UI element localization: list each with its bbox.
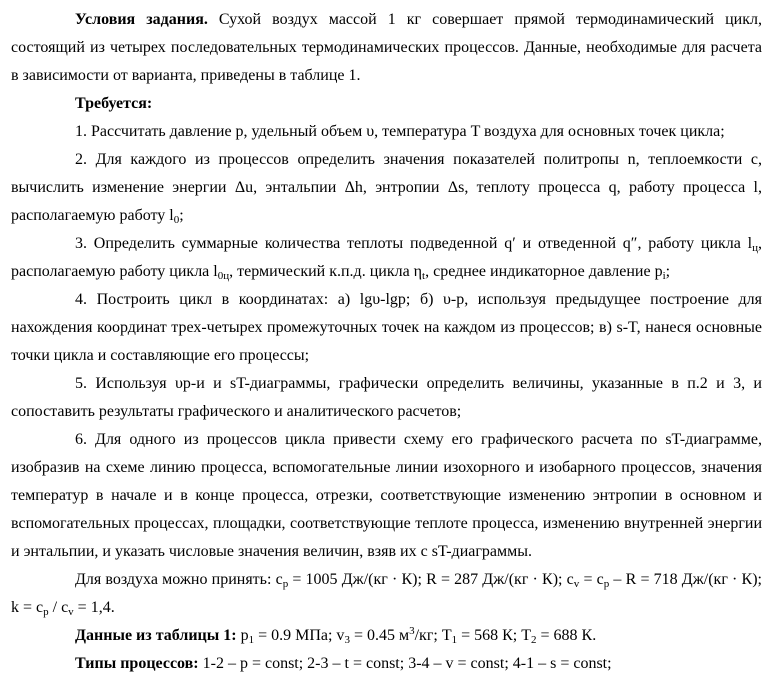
text-run: 1. Рассчитать давление p, удельный объем υ, температура T воздуха для основных точек цикла; bbox=[75, 123, 725, 140]
subscript: ц bbox=[752, 242, 758, 254]
paragraph-item-1 bbox=[11, 118, 762, 146]
subscript: 2 bbox=[531, 634, 537, 646]
text-run: – R = 718 Дж/(кг · К); k = c bbox=[11, 571, 762, 616]
text-run: ; bbox=[179, 207, 184, 224]
text-run: Для воздуха можно принять: c bbox=[75, 571, 283, 588]
subscript: v bbox=[68, 606, 74, 618]
paragraph-task-conditions bbox=[11, 6, 762, 90]
bold-label: Данные из таблицы 1: bbox=[75, 627, 237, 644]
superscript: 3 bbox=[409, 625, 415, 637]
text-run: 5. Используя υp-и и sT-диаграммы, графически определить величины, указанные в п.2 и 3, и сопоставить результаты графического и аналитического расчетов; bbox=[11, 375, 762, 420]
subscript: 0 bbox=[173, 214, 180, 226]
text-run: / c bbox=[48, 599, 69, 616]
text-run: 2. Для каждого из процессов определить значения показателей политропы n, теплоемкости c, вычислить изменение энергии Δu, энтальпии Δh, энтропии Δs, теплоту процесса q, работу процесса l, располагаемую работу l bbox=[11, 151, 763, 224]
subscript: v bbox=[573, 578, 580, 590]
text-run: 4. Построить цикл в координатах: а) lgυ-lgp; б) υ-p, используя предыдущее построение для нахождения координат трех-четырех промежуточных точек на каждом из процессов; в) s-T, нанеся основные точки цикла и составляющие его процессы; bbox=[11, 291, 762, 364]
paragraph-required-heading bbox=[11, 90, 762, 118]
bold-label: Требуется: bbox=[75, 95, 153, 112]
paragraph-item-4 bbox=[11, 286, 762, 370]
text-run: , термический к.п.д. цикла η bbox=[229, 263, 423, 280]
bold-label: Типы процессов: bbox=[75, 655, 199, 672]
text-run: = 1005 Дж/(кг · К); R = 287 Дж/(кг · К); c bbox=[288, 571, 574, 588]
paragraph-item-6 bbox=[11, 426, 762, 566]
text-run: Сухой воздух массой 1 кг совершает прямой термодинамический цикл, состоящий из четырех последовательных термодинамических процессов. Данные, необходимые для расчета в зависимости от варианта, приведены в таблице 1. bbox=[11, 11, 762, 84]
subscript: i bbox=[662, 270, 666, 282]
text-run: = 1,4. bbox=[73, 599, 115, 616]
paragraph-item-3 bbox=[11, 230, 762, 286]
text-run: = 688 К. bbox=[536, 627, 597, 644]
paragraph-table-data bbox=[11, 622, 762, 650]
paragraph-item-2 bbox=[11, 146, 762, 230]
text-run: , располагаемую работу цикла l bbox=[11, 235, 762, 280]
text-run: = 0.45 м bbox=[349, 627, 410, 644]
paragraph-air-constants bbox=[11, 566, 762, 622]
subscript: p bbox=[43, 606, 49, 618]
subscript: 1 bbox=[451, 634, 458, 646]
subscript: 3 bbox=[344, 634, 350, 646]
text-run: p bbox=[236, 627, 249, 644]
subscript: p bbox=[282, 578, 289, 590]
text-run: ; bbox=[665, 263, 671, 280]
text-run: 6. Для одного из процессов цикла привести схему его графического расчета по sT-диаграмме, изобразив на схеме линию процесса, вспомогательные линии изохорного и изобарного процессов, значения температур в начале и в конце процесса, отрезки, соответствующие изменению энтропии в основном и вспомогательных процессах, площадки, соответствующие теплоте процесса, изменению внутренней энергии и энтальпии, и указать числовые значения величин, взяв их с sT-диаграммы. bbox=[11, 431, 762, 560]
text-run: = c bbox=[579, 571, 604, 588]
paragraph-process-types bbox=[11, 650, 762, 678]
bold-label: Условия задания. bbox=[75, 11, 208, 28]
text-run: 1-2 – p = const; 2-3 – t = const; 3-4 – v = const; 4-1 – s = const; bbox=[198, 655, 612, 672]
text-run: = 0.9 МПа; v bbox=[254, 627, 345, 644]
subscript: t bbox=[422, 270, 426, 282]
text-run: , среднее индикаторное давление p bbox=[425, 263, 663, 280]
text-run: = 568 К; T bbox=[457, 627, 532, 644]
paragraph-item-5 bbox=[11, 370, 762, 426]
subscript: p bbox=[603, 578, 610, 590]
text-run: 3. Определить суммарные количества теплоты подведенной q′ и отведенной q″, работу цикла l bbox=[75, 235, 753, 252]
subscript: 0ц bbox=[217, 270, 230, 282]
subscript: 1 bbox=[248, 634, 255, 646]
text-run: /кг; T bbox=[414, 627, 452, 644]
